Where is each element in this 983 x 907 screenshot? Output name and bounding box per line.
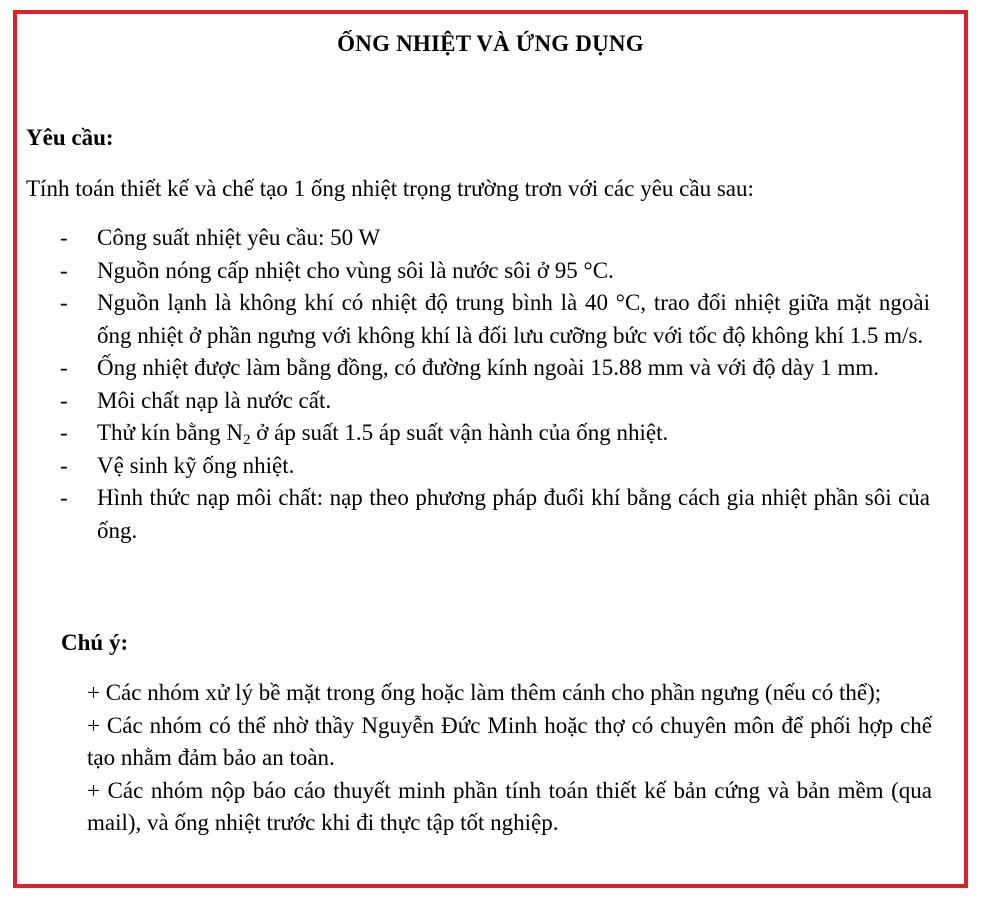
note-item: + Các nhóm có thể nhờ thầy Nguyễn Đức Minh hoặc thợ có chuyên môn để phối hợp chế tạo nhằm đảm bảo an toàn. bbox=[87, 712, 932, 770]
requirement-text: Nguồn lạnh là không khí có nhiệt độ trung bình là 40 °C, trao đổi nhiệt giữa mặt ngoài ống nhiệt ở phần ngưng với không khí là đối lưu cưỡng bức với tốc độ không khí 1.5 m/s. bbox=[97, 290, 930, 348]
requirement-text: Môi chất nạp là nước cất. bbox=[97, 387, 332, 413]
nitrogen-subscript: 2 bbox=[242, 432, 251, 448]
requirements-intro: Tính toán thiết kế và chế tạo 1 ống nhiệt trọng trường trơn với các yêu cầu sau: bbox=[26, 176, 754, 201]
requirement-item bbox=[60, 417, 930, 450]
requirement-item bbox=[60, 255, 930, 288]
notes-list bbox=[87, 677, 932, 840]
requirements-heading: Yêu cầu: bbox=[26, 125, 114, 150]
bullet-dash: - bbox=[60, 420, 68, 445]
requirement-text bbox=[97, 420, 669, 448]
bullet-dash: - bbox=[60, 452, 68, 478]
requirement-item bbox=[60, 352, 930, 385]
bullet-dash: - bbox=[60, 355, 68, 380]
requirement-text: Công suất nhiệt yêu cầu: 50 W bbox=[97, 225, 381, 250]
note-heading: Chú ý: bbox=[61, 630, 129, 655]
bullet-dash: - bbox=[60, 290, 68, 315]
requirements-list bbox=[60, 222, 930, 547]
requirement-item bbox=[60, 450, 930, 483]
note-item: + Các nhóm xử lý bề mặt trong ống hoặc làm thêm cánh cho phần ngưng (nếu có thể); bbox=[87, 680, 882, 705]
requirement-text: Ống nhiệt được làm bằng đồng, có đường kính ngoài 15.88 mm và với độ dày 1 mm. bbox=[97, 355, 879, 380]
note-item: + Các nhóm nộp báo cáo thuyết minh phần tính toán thiết kế bản cứng và bản mềm (qua mail), và ống nhiệt trước khi đi thực tập tốt nghiệp. bbox=[87, 777, 932, 835]
requirement-item bbox=[60, 482, 930, 547]
requirement-item bbox=[60, 385, 930, 418]
bullet-dash: - bbox=[60, 257, 68, 283]
bullet-dash: - bbox=[60, 485, 68, 510]
document-frame bbox=[13, 10, 968, 888]
bullet-dash: - bbox=[60, 387, 68, 413]
requirement-text: Nguồn nóng cấp nhiệt cho vùng sôi là nước sôi ở 95 °C. bbox=[97, 257, 614, 283]
requirement-item bbox=[60, 222, 930, 255]
requirement-text-after: ở áp suất 1.5 áp suất vận hành của ống nhiệt. bbox=[250, 420, 669, 445]
requirement-text: Hình thức nạp môi chất: nạp theo phương pháp đuổi khí bằng cách gia nhiệt phần sôi của ống. bbox=[97, 485, 930, 543]
document-title: ỐNG NHIỆT VÀ ỨNG DỤNG bbox=[337, 31, 644, 56]
requirement-text: Vệ sinh kỹ ống nhiệt. bbox=[97, 452, 295, 478]
requirement-text-before: Thử kín bằng N bbox=[97, 420, 243, 445]
bullet-dash: - bbox=[60, 225, 68, 250]
requirement-item bbox=[60, 287, 930, 352]
